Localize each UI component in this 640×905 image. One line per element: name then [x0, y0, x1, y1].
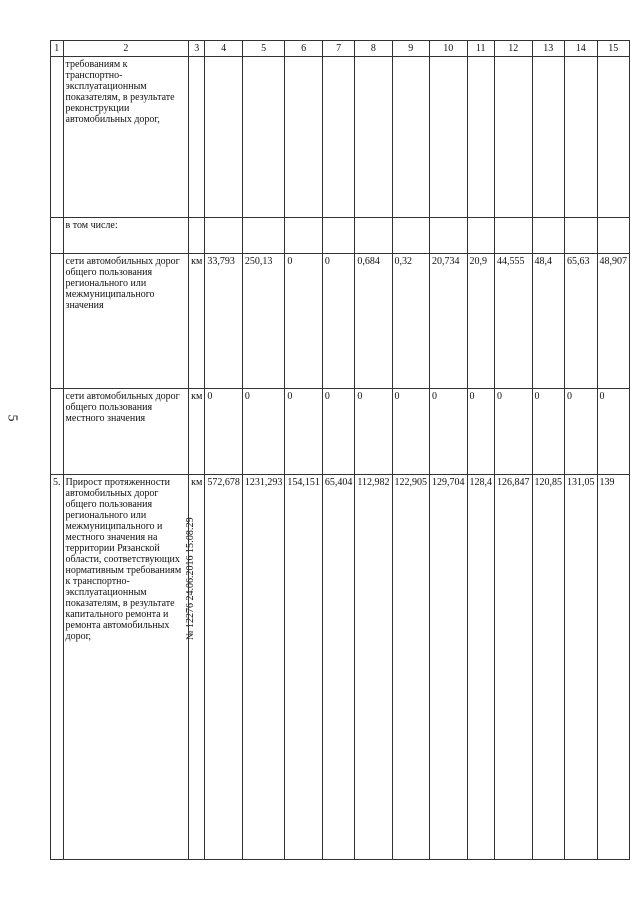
row-description: сети автомобильных дорог общего пользования местного значения: [63, 389, 189, 475]
col-header-13: 13: [532, 41, 565, 57]
value-cell: 0: [285, 253, 323, 389]
row-description: в том числе:: [63, 217, 189, 253]
col-header-8: 8: [355, 41, 392, 57]
value-cell: [597, 217, 630, 253]
value-cell: [285, 217, 323, 253]
value-cell: [467, 217, 495, 253]
value-cell: [495, 57, 533, 218]
value-cell: 126,847: [495, 475, 533, 860]
value-cell: [355, 217, 392, 253]
value-cell: 0,32: [392, 253, 430, 389]
value-cell: [532, 57, 565, 218]
col-header-7: 7: [322, 41, 355, 57]
value-cell: 0: [597, 389, 630, 475]
data-table-sheet: [50, 40, 630, 860]
value-cell: 0: [495, 389, 533, 475]
row-unit: [189, 217, 205, 253]
value-cell: [355, 57, 392, 218]
value-cell: [532, 217, 565, 253]
table-row: [51, 217, 630, 253]
value-cell: [430, 57, 468, 218]
document-stamp: № 12276 24.06.2016 15:08:29: [185, 517, 196, 640]
value-cell: 0: [392, 389, 430, 475]
value-cell: [322, 217, 355, 253]
value-cell: 1231,293: [242, 475, 285, 860]
value-cell: [392, 57, 430, 218]
value-cell: 0,684: [355, 253, 392, 389]
value-cell: 65,404: [322, 475, 355, 860]
col-header-5: 5: [242, 41, 285, 57]
value-cell: 122,905: [392, 475, 430, 860]
value-cell: [597, 57, 630, 218]
value-cell: 250,13: [242, 253, 285, 389]
value-cell: 0: [467, 389, 495, 475]
col-header-14: 14: [565, 41, 598, 57]
col-header-11: 11: [467, 41, 495, 57]
value-cell: 139: [597, 475, 630, 860]
value-cell: 0: [205, 389, 243, 475]
value-cell: 20,734: [430, 253, 468, 389]
header-row: [51, 41, 630, 57]
value-cell: 33,793: [205, 253, 243, 389]
row-unit: [189, 57, 205, 218]
row-description: Прирост протяженности автомобильных дорог общего пользования регионального или межмуниципального и местного значения на территории Рязанской области, соответствующих нормативным требованиям к транспортно-эксплуатационным показателям, в результате капитального ремонта и ремонта автомобильных дорог,: [63, 475, 189, 860]
value-cell: 0: [565, 389, 598, 475]
col-header-4: 4: [205, 41, 243, 57]
value-cell: 112,982: [355, 475, 392, 860]
data-table: [50, 40, 630, 860]
row-description: сети автомобильных дорог общего пользования регионального или межмуниципального значения: [63, 253, 189, 389]
row-description: требованиям к транспортно-эксплуатационным показателям, в результате реконструкции автомобильных дорог,: [63, 57, 189, 218]
col-header-1: 1: [51, 41, 64, 57]
value-cell: 0: [322, 389, 355, 475]
value-cell: 48,907: [597, 253, 630, 389]
row-number: [51, 57, 64, 218]
value-cell: [565, 217, 598, 253]
value-cell: 0: [355, 389, 392, 475]
row-number: [51, 253, 64, 389]
col-header-2: 2: [63, 41, 189, 57]
row-number: [51, 389, 64, 475]
value-cell: [242, 57, 285, 218]
page-number: 5: [4, 414, 20, 422]
value-cell: 0: [285, 389, 323, 475]
row-unit: км: [189, 389, 205, 475]
value-cell: [285, 57, 323, 218]
row-number: [51, 217, 64, 253]
value-cell: 0: [242, 389, 285, 475]
value-cell: [430, 217, 468, 253]
value-cell: [392, 217, 430, 253]
value-cell: [467, 57, 495, 218]
value-cell: 154,151: [285, 475, 323, 860]
col-header-15: 15: [597, 41, 630, 57]
table-row: [51, 475, 630, 860]
value-cell: [565, 57, 598, 218]
col-header-3: 3: [189, 41, 205, 57]
table-row: [51, 57, 630, 218]
col-header-10: 10: [430, 41, 468, 57]
row-number: 5.: [51, 475, 64, 860]
value-cell: 0: [322, 253, 355, 389]
value-cell: 572,678: [205, 475, 243, 860]
value-cell: 65,63: [565, 253, 598, 389]
value-cell: 128,4: [467, 475, 495, 860]
value-cell: [205, 217, 243, 253]
value-cell: 20,9: [467, 253, 495, 389]
col-header-6: 6: [285, 41, 323, 57]
value-cell: 0: [430, 389, 468, 475]
col-header-12: 12: [495, 41, 533, 57]
value-cell: [322, 57, 355, 218]
value-cell: 131,05: [565, 475, 598, 860]
table-row: [51, 253, 630, 389]
value-cell: 129,704: [430, 475, 468, 860]
value-cell: [205, 57, 243, 218]
row-unit: км: [189, 253, 205, 389]
value-cell: [242, 217, 285, 253]
value-cell: 48,4: [532, 253, 565, 389]
row-unit: км: [189, 475, 205, 860]
col-header-9: 9: [392, 41, 430, 57]
value-cell: 44,555: [495, 253, 533, 389]
table-row: [51, 389, 630, 475]
value-cell: 0: [532, 389, 565, 475]
value-cell: [495, 217, 533, 253]
value-cell: 120,85: [532, 475, 565, 860]
